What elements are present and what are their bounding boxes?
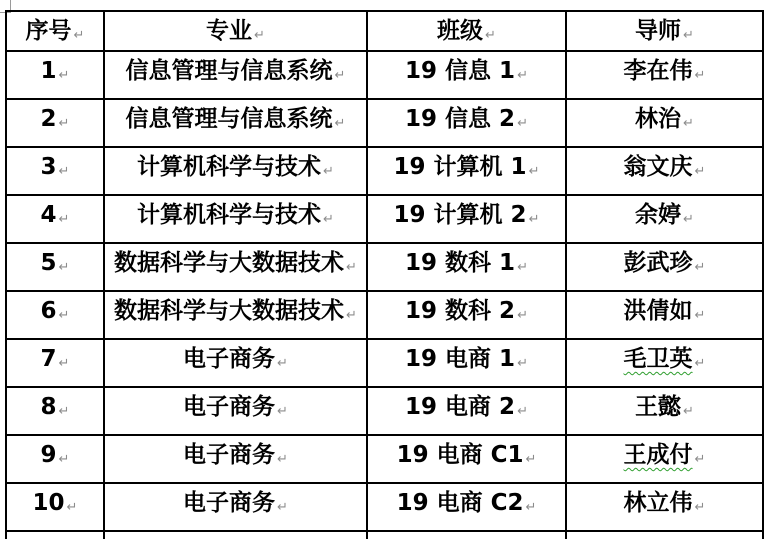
- paragraph-mark: ↵: [517, 260, 528, 275]
- advisor-text: 余婷: [635, 202, 682, 228]
- row-number-cell[interactable]: [6, 435, 104, 483]
- class-text: 19 数科 1: [405, 250, 516, 276]
- class-text: 19 电商 C2: [396, 490, 524, 516]
- paragraph-mark: ↵: [525, 452, 537, 467]
- major-text: 计算机科学与技术: [137, 202, 322, 228]
- advisor-cell[interactable]: [566, 387, 763, 435]
- table-row: [6, 195, 763, 243]
- paragraph-mark: ↵: [277, 356, 288, 371]
- header-label-major: 专业: [206, 18, 253, 44]
- class-text: 19 数科 2: [405, 298, 516, 324]
- class-text: 19 计算机 1: [393, 154, 527, 180]
- paragraph-mark: ↵: [277, 452, 288, 467]
- paragraph-mark: ↵: [694, 452, 706, 467]
- major-cell[interactable]: [104, 291, 367, 339]
- paragraph-mark: ↵: [66, 500, 78, 515]
- partial-row: [6, 531, 763, 539]
- header-cell-advisor[interactable]: [566, 11, 763, 51]
- major-cell[interactable]: [104, 99, 367, 147]
- class-cell[interactable]: [367, 435, 566, 483]
- class-cell[interactable]: [367, 51, 566, 99]
- header-label-class: 班级: [437, 18, 484, 44]
- paragraph-mark: ↵: [73, 28, 85, 43]
- table-row: [6, 387, 763, 435]
- paragraph-mark: ↵: [254, 28, 265, 43]
- advisor-cell[interactable]: [566, 339, 763, 387]
- major-cell[interactable]: [104, 195, 367, 243]
- major-cell[interactable]: [104, 483, 367, 531]
- advisor-cell[interactable]: [566, 99, 763, 147]
- class-text: 19 信息 2: [405, 106, 516, 132]
- row-number: 3: [40, 154, 57, 180]
- paragraph-mark: ↵: [485, 28, 496, 43]
- paragraph-mark: ↵: [346, 260, 357, 275]
- paragraph-mark: ↵: [334, 116, 346, 131]
- class-cell[interactable]: [367, 147, 566, 195]
- row-number-cell[interactable]: [6, 147, 104, 195]
- paragraph-mark: ↵: [277, 500, 288, 515]
- paragraph-mark: ↵: [58, 308, 70, 323]
- paragraph-mark: ↵: [517, 404, 528, 419]
- paragraph-mark: ↵: [683, 28, 694, 43]
- row-number-cell[interactable]: [6, 51, 104, 99]
- paragraph-mark: ↵: [694, 164, 706, 179]
- table-row: [6, 147, 763, 195]
- table-body: [6, 51, 763, 531]
- paragraph-mark: ↵: [58, 164, 70, 179]
- row-number: 6: [40, 298, 57, 324]
- row-number-cell[interactable]: [6, 243, 104, 291]
- major-cell[interactable]: [104, 531, 367, 539]
- advisor-cell[interactable]: [566, 531, 763, 539]
- row-number: 5: [40, 250, 57, 276]
- class-text: 19 电商 2: [405, 394, 516, 420]
- paragraph-mark: ↵: [58, 116, 70, 131]
- row-number-cell[interactable]: [6, 291, 104, 339]
- paragraph-mark: ↵: [683, 404, 694, 419]
- row-number: 7: [40, 346, 57, 372]
- paragraph-mark: ↵: [517, 116, 528, 131]
- advisor-cell[interactable]: [566, 291, 763, 339]
- major-text: 电子商务: [183, 346, 276, 372]
- paragraph-mark: ↵: [334, 68, 346, 83]
- table-header: [6, 11, 763, 51]
- student-advisor-table: [5, 10, 764, 539]
- table-row: [6, 291, 763, 339]
- header-cell-no[interactable]: [6, 11, 104, 51]
- paragraph-mark: ↵: [346, 308, 357, 323]
- major-text: 数据科学与大数据技术: [114, 298, 345, 324]
- row-number: 2: [40, 106, 57, 132]
- advisor-text: 毛卫英: [623, 346, 693, 372]
- paragraph-mark: ↵: [525, 500, 537, 515]
- advisor-text: 王懿: [635, 394, 682, 420]
- advisor-text: 翁文庆: [623, 154, 693, 180]
- table-row: [6, 339, 763, 387]
- paragraph-mark: ↵: [517, 356, 528, 371]
- major-text: 电子商务: [183, 490, 276, 516]
- class-text: 19 电商 C1: [396, 442, 524, 468]
- major-text: 信息管理与信息系统: [125, 58, 333, 84]
- paragraph-mark: ↵: [694, 308, 706, 323]
- major-text: 数据科学与大数据技术: [114, 250, 345, 276]
- row-number-cell[interactable]: [6, 195, 104, 243]
- class-cell[interactable]: [367, 387, 566, 435]
- paragraph-mark: ↵: [58, 356, 70, 371]
- class-cell[interactable]: [367, 531, 566, 539]
- advisor-cell[interactable]: [566, 147, 763, 195]
- paragraph-mark: ↵: [58, 68, 70, 83]
- major-text: 计算机科学与技术: [137, 154, 322, 180]
- advisor-text: 林治: [635, 106, 682, 132]
- advisor-cell[interactable]: [566, 243, 763, 291]
- table-row: [6, 51, 763, 99]
- header-cell-class[interactable]: [367, 11, 566, 51]
- major-text: 电子商务: [183, 442, 276, 468]
- major-cell[interactable]: [104, 435, 367, 483]
- paragraph-mark: ↵: [517, 68, 528, 83]
- paragraph-mark: ↵: [517, 308, 528, 323]
- paragraph-mark: ↵: [58, 452, 70, 467]
- class-text: 19 电商 1: [405, 346, 516, 372]
- paragraph-mark: ↵: [323, 164, 334, 179]
- paragraph-mark: ↵: [277, 404, 288, 419]
- paragraph-mark: ↵: [694, 68, 706, 83]
- class-cell[interactable]: [367, 291, 566, 339]
- paragraph-mark: ↵: [683, 116, 694, 131]
- paragraph-mark: ↵: [323, 212, 334, 227]
- table-row: [6, 99, 763, 147]
- class-cell[interactable]: [367, 243, 566, 291]
- advisor-text: 王成付: [623, 442, 693, 468]
- row-number-cell[interactable]: [6, 99, 104, 147]
- advisor-cell[interactable]: [566, 195, 763, 243]
- table-footer: [6, 531, 763, 539]
- major-cell[interactable]: [104, 387, 367, 435]
- advisor-text: 洪倩如: [623, 298, 693, 324]
- row-number-cell[interactable]: [6, 339, 104, 387]
- header-label-advisor: 导师: [635, 18, 682, 44]
- row-number: 9: [40, 442, 57, 468]
- class-text: 19 信息 1: [405, 58, 516, 84]
- paragraph-mark: ↵: [683, 212, 694, 227]
- paragraph-mark: ↵: [58, 212, 70, 227]
- paragraph-mark: ↵: [528, 212, 540, 227]
- class-cell[interactable]: [367, 195, 566, 243]
- advisor-cell[interactable]: [566, 483, 763, 531]
- table-row: [6, 435, 763, 483]
- advisor-cell[interactable]: [566, 435, 763, 483]
- advisor-text: 林立伟: [623, 490, 693, 516]
- row-number: 1: [40, 58, 57, 84]
- paragraph-mark: ↵: [694, 500, 706, 515]
- row-number-cell[interactable]: [6, 531, 104, 539]
- class-cell[interactable]: [367, 483, 566, 531]
- row-number-cell[interactable]: [6, 387, 104, 435]
- table-row: [6, 243, 763, 291]
- major-text: 电子商务: [183, 394, 276, 420]
- major-cell[interactable]: [104, 147, 367, 195]
- class-text: 19 计算机 2: [393, 202, 527, 228]
- paragraph-mark: ↵: [58, 260, 70, 275]
- header-row: [6, 11, 763, 51]
- row-number: 8: [40, 394, 57, 420]
- paragraph-mark: ↵: [528, 164, 540, 179]
- advisor-text: 彭武珍: [623, 250, 693, 276]
- table-row: [6, 483, 763, 531]
- class-cell[interactable]: [367, 339, 566, 387]
- advisor-cell[interactable]: [566, 51, 763, 99]
- paragraph-mark: ↵: [58, 404, 70, 419]
- row-number: 4: [40, 202, 57, 228]
- advisor-text: 李在伟: [623, 58, 693, 84]
- paragraph-mark: ↵: [694, 356, 706, 371]
- major-cell[interactable]: [104, 243, 367, 291]
- row-number-cell[interactable]: [6, 483, 104, 531]
- major-cell[interactable]: [104, 51, 367, 99]
- class-cell[interactable]: [367, 99, 566, 147]
- row-number: 10: [32, 490, 65, 516]
- major-cell[interactable]: [104, 339, 367, 387]
- paragraph-mark: ↵: [694, 260, 706, 275]
- header-cell-major[interactable]: [104, 11, 367, 51]
- major-text: 信息管理与信息系统: [125, 106, 333, 132]
- header-label-no: 序号: [25, 18, 72, 44]
